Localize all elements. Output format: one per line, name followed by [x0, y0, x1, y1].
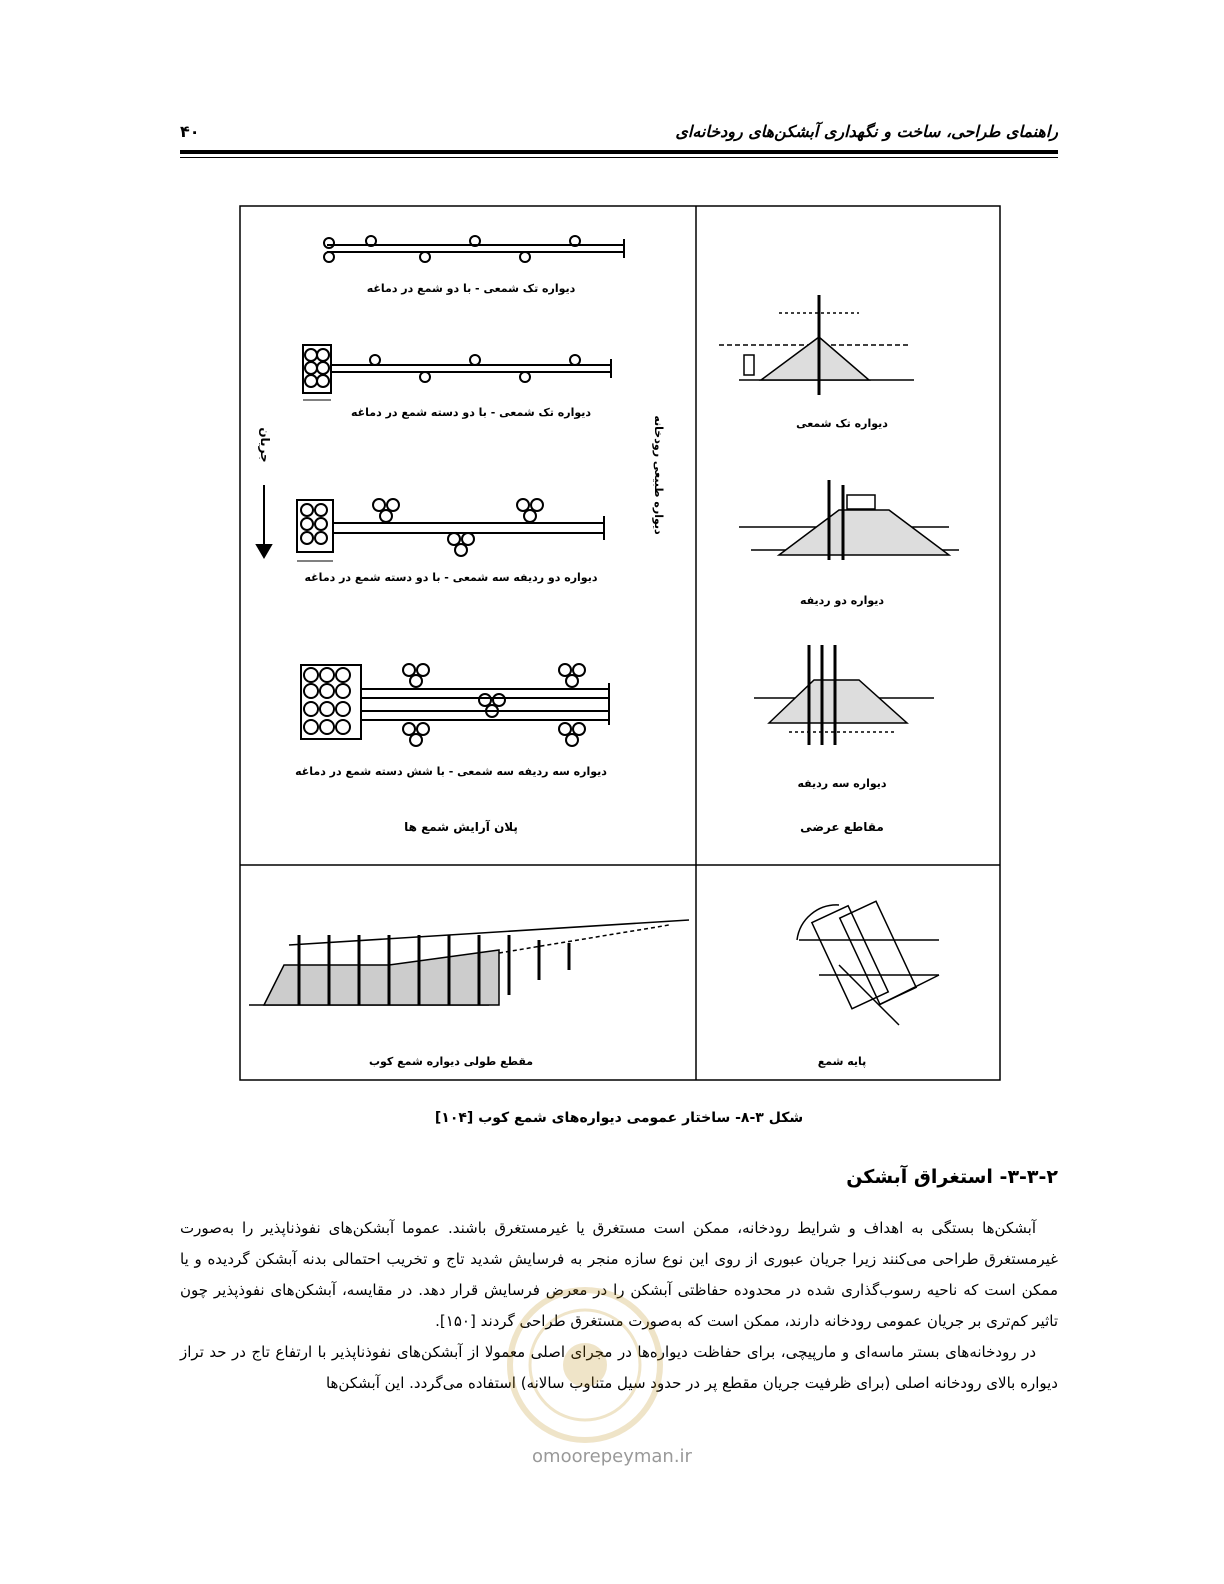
paragraph: در رودخانه‌های بستر ماسه‌ای و مارپیچی، برای حفاظت دیواره‌ها در مجرای اصلی معمولا از آبشکن‌های نفوذناپذیر با ارتفاع تاج در حد تراز دیواره بالای رودخانه اصلی (برای ظرفیت جریان مقطع پر در حدود سیل متناوب سالانه) استفاده می‌گردد. این آبشکن‌ها — [180, 1343, 1058, 1392]
flow-label: جریان — [258, 427, 272, 463]
longitudinal-label: مقطع طولی دیواره شمع کوب — [368, 1055, 534, 1068]
watermark-url: omoorepeyman.ir — [532, 1446, 692, 1467]
page-number: ۴۰ — [180, 122, 200, 141]
section-title: مقاطع عرضی — [800, 820, 884, 834]
plan-label-1: دیواره تک شمعی - با دو شمع در دماغه — [366, 282, 576, 295]
plan-title: پلان آرایش شمع ها — [404, 820, 518, 834]
section-label-2: دیواره دو ردیفه — [799, 594, 885, 607]
plan-triple-row-wall — [301, 664, 609, 746]
plan-double-row-wall — [297, 499, 604, 561]
figure-caption: شکل ۳-۸- ساختار عمومی دیواره‌های شمع کوب [۱۰۴] — [434, 1110, 804, 1126]
plan-single-pile-wall — [324, 236, 624, 262]
section-double-row — [739, 480, 959, 560]
section-triple-row — [754, 645, 934, 745]
section-heading: ۳-۳-۲- استغراق آبشکن — [846, 1166, 1058, 1188]
section-single-pile — [719, 295, 914, 395]
section-label-1: دیواره تک شمعی — [796, 417, 888, 430]
plan-label-3: دیواره دو ردیفه سه شمعی - با دو دسته شمع در دماغه — [304, 571, 598, 584]
header-rule-thin — [180, 157, 1058, 158]
watermark-logo-icon — [505, 1285, 665, 1445]
section-label-3: دیواره سه ردیفه — [797, 777, 887, 790]
bank-label: دیواره طبیعی رودخانه — [652, 415, 665, 535]
plan-label-2: دیواره تک شمعی - با دو دسته شمع در دماغه — [350, 406, 592, 419]
figure-frame — [240, 206, 1000, 1080]
pile-label: پایه شمع — [817, 1055, 867, 1068]
pile-base-detail — [797, 901, 939, 1025]
header-rule — [180, 150, 1058, 154]
paragraph: آبشکن‌ها بستگی به اهداف و شرایط رودخانه، ممکن است مستغرق یا غیرمستغرق باشند. عموما آبشکن‌های نفوذناپذیر را به‌صورت غیرمستغرق طراحی می‌کنند زیرا جریان عبوری از روی این نوع سازه منجر به فرسایش شدید تاج و تخریب احتمالی بدنه آبشکن گردیده و یا ممکن است که ناحیه رسوب‌گذاری شده در محدوده حفاظتی آبشکن را در معرض فرسایش قرار دهد. در مقایسه، آبشکن‌های نفوذپذیر چون تاثیر کم‌تری بر جریان عمومی رودخانه دارند، ممکن است که به‌صورت مستغرق طراحی گردند [۱۵۰]. — [180, 1219, 1058, 1330]
plan-label-4: دیواره سه ردیفه سه شمعی - با شش دسته شمع در دماغه — [295, 765, 607, 778]
running-title: راهنمای طراحی، ساخت و نگهداری آبشکن‌های رودخانه‌ای — [675, 122, 1058, 141]
figure-pile-walls — [239, 205, 1001, 1081]
plan-single-pile-wall-cluster — [303, 345, 611, 400]
longitudinal-section — [249, 920, 689, 1005]
flow-arrow — [257, 485, 271, 557]
